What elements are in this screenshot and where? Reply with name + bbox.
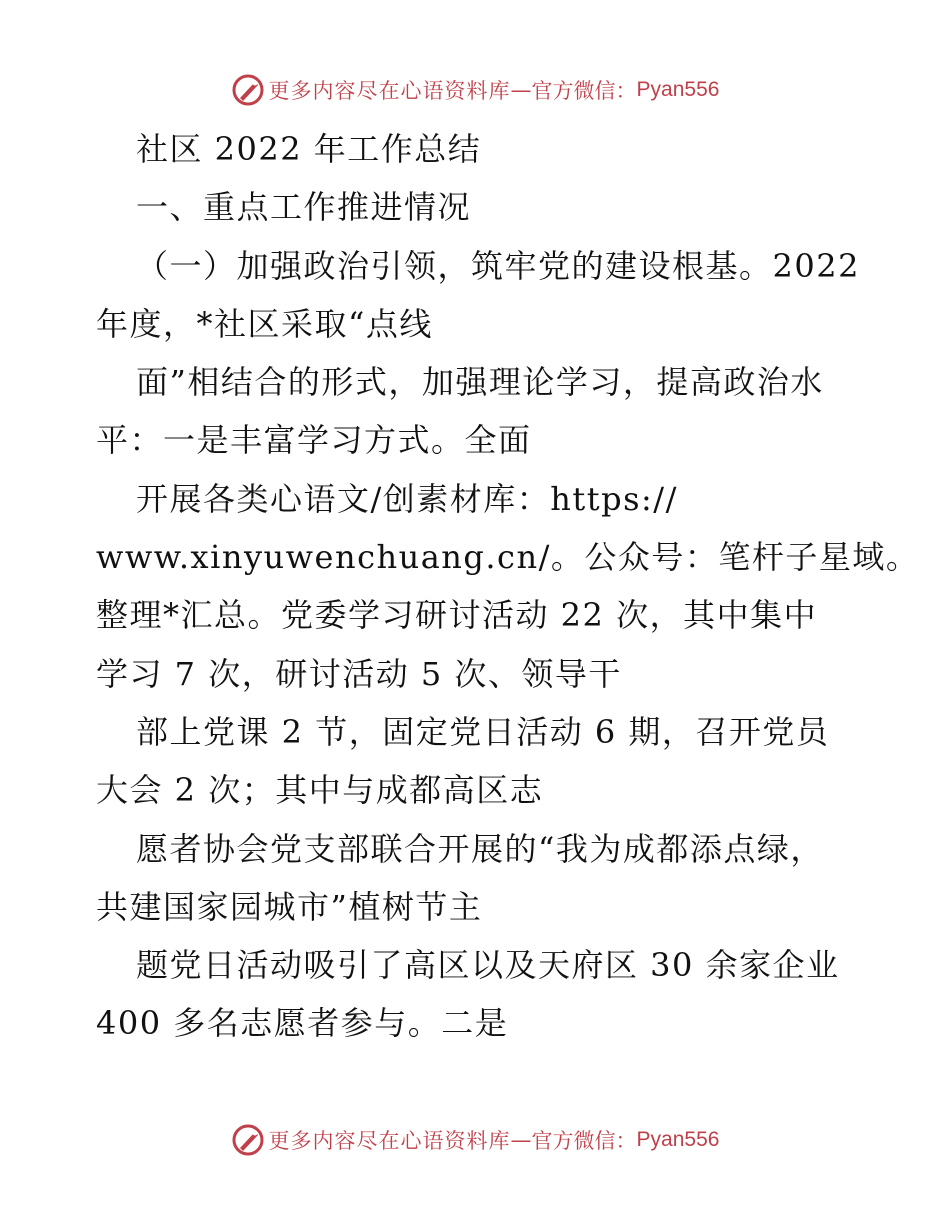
watermark-separator: — xyxy=(510,1128,532,1152)
paragraph-line: 愿者协会党支部联合开展的“我为成都添点绿， xyxy=(136,829,824,868)
watermark-official: 官方微信： xyxy=(531,1129,637,1153)
paragraph-line: 平：一是丰富学习方式。全面 xyxy=(96,421,532,460)
header-watermark xyxy=(0,70,950,110)
watermark-wechat-id: Pyan556 xyxy=(636,1128,720,1151)
paragraph-line: 整理*汇总。党委学习研讨活动 22 次，其中集中 xyxy=(96,596,818,635)
watermark-wechat-id: Pyan556 xyxy=(636,78,720,101)
document-body xyxy=(96,120,920,1053)
footer-watermark xyxy=(0,1120,950,1160)
paragraph-line: 开展各类心语文/创素材库：https:// xyxy=(136,479,678,518)
pen-logo-icon xyxy=(231,1123,265,1157)
section-heading: 一、重点工作推进情况 xyxy=(136,188,472,227)
pen-logo-icon xyxy=(231,73,265,107)
paragraph-line: 共建国家园城市”植树节主 xyxy=(96,887,483,926)
watermark-text: 更多内容尽在心语资料库 xyxy=(268,1129,511,1153)
paragraph-line: www.xinyuwenchuang.cn/。公众号：笔杆子星域。 xyxy=(96,538,920,577)
paragraph-line: 学习 7 次，研讨活动 5 次、领导干 xyxy=(96,654,622,693)
paragraph-line: 题党日活动吸引了高区以及天府区 30 余家企业 xyxy=(136,946,840,985)
watermark-text: 更多内容尽在心语资料库 xyxy=(268,79,511,103)
paragraph-line: 大会 2 次；其中与成都高区志 xyxy=(96,771,544,810)
watermark-separator: — xyxy=(510,78,532,102)
document-title: 社区 2022 年工作总结 xyxy=(136,130,482,168)
paragraph-line: 面”相结合的形式，加强理论学习，提高政治水 xyxy=(136,363,824,402)
paragraph-line: 400 多名志愿者参与。二是 xyxy=(96,1004,509,1043)
paragraph-line: 部上党课 2 节，固定党日活动 6 期，召开党员 xyxy=(136,712,830,751)
paragraph-line: 年度，*社区采取“点线 xyxy=(96,304,433,343)
paragraph-line: （一）加强政治引领，筑牢党的建设根基。2022 xyxy=(136,246,860,285)
watermark-official: 官方微信： xyxy=(531,79,637,103)
